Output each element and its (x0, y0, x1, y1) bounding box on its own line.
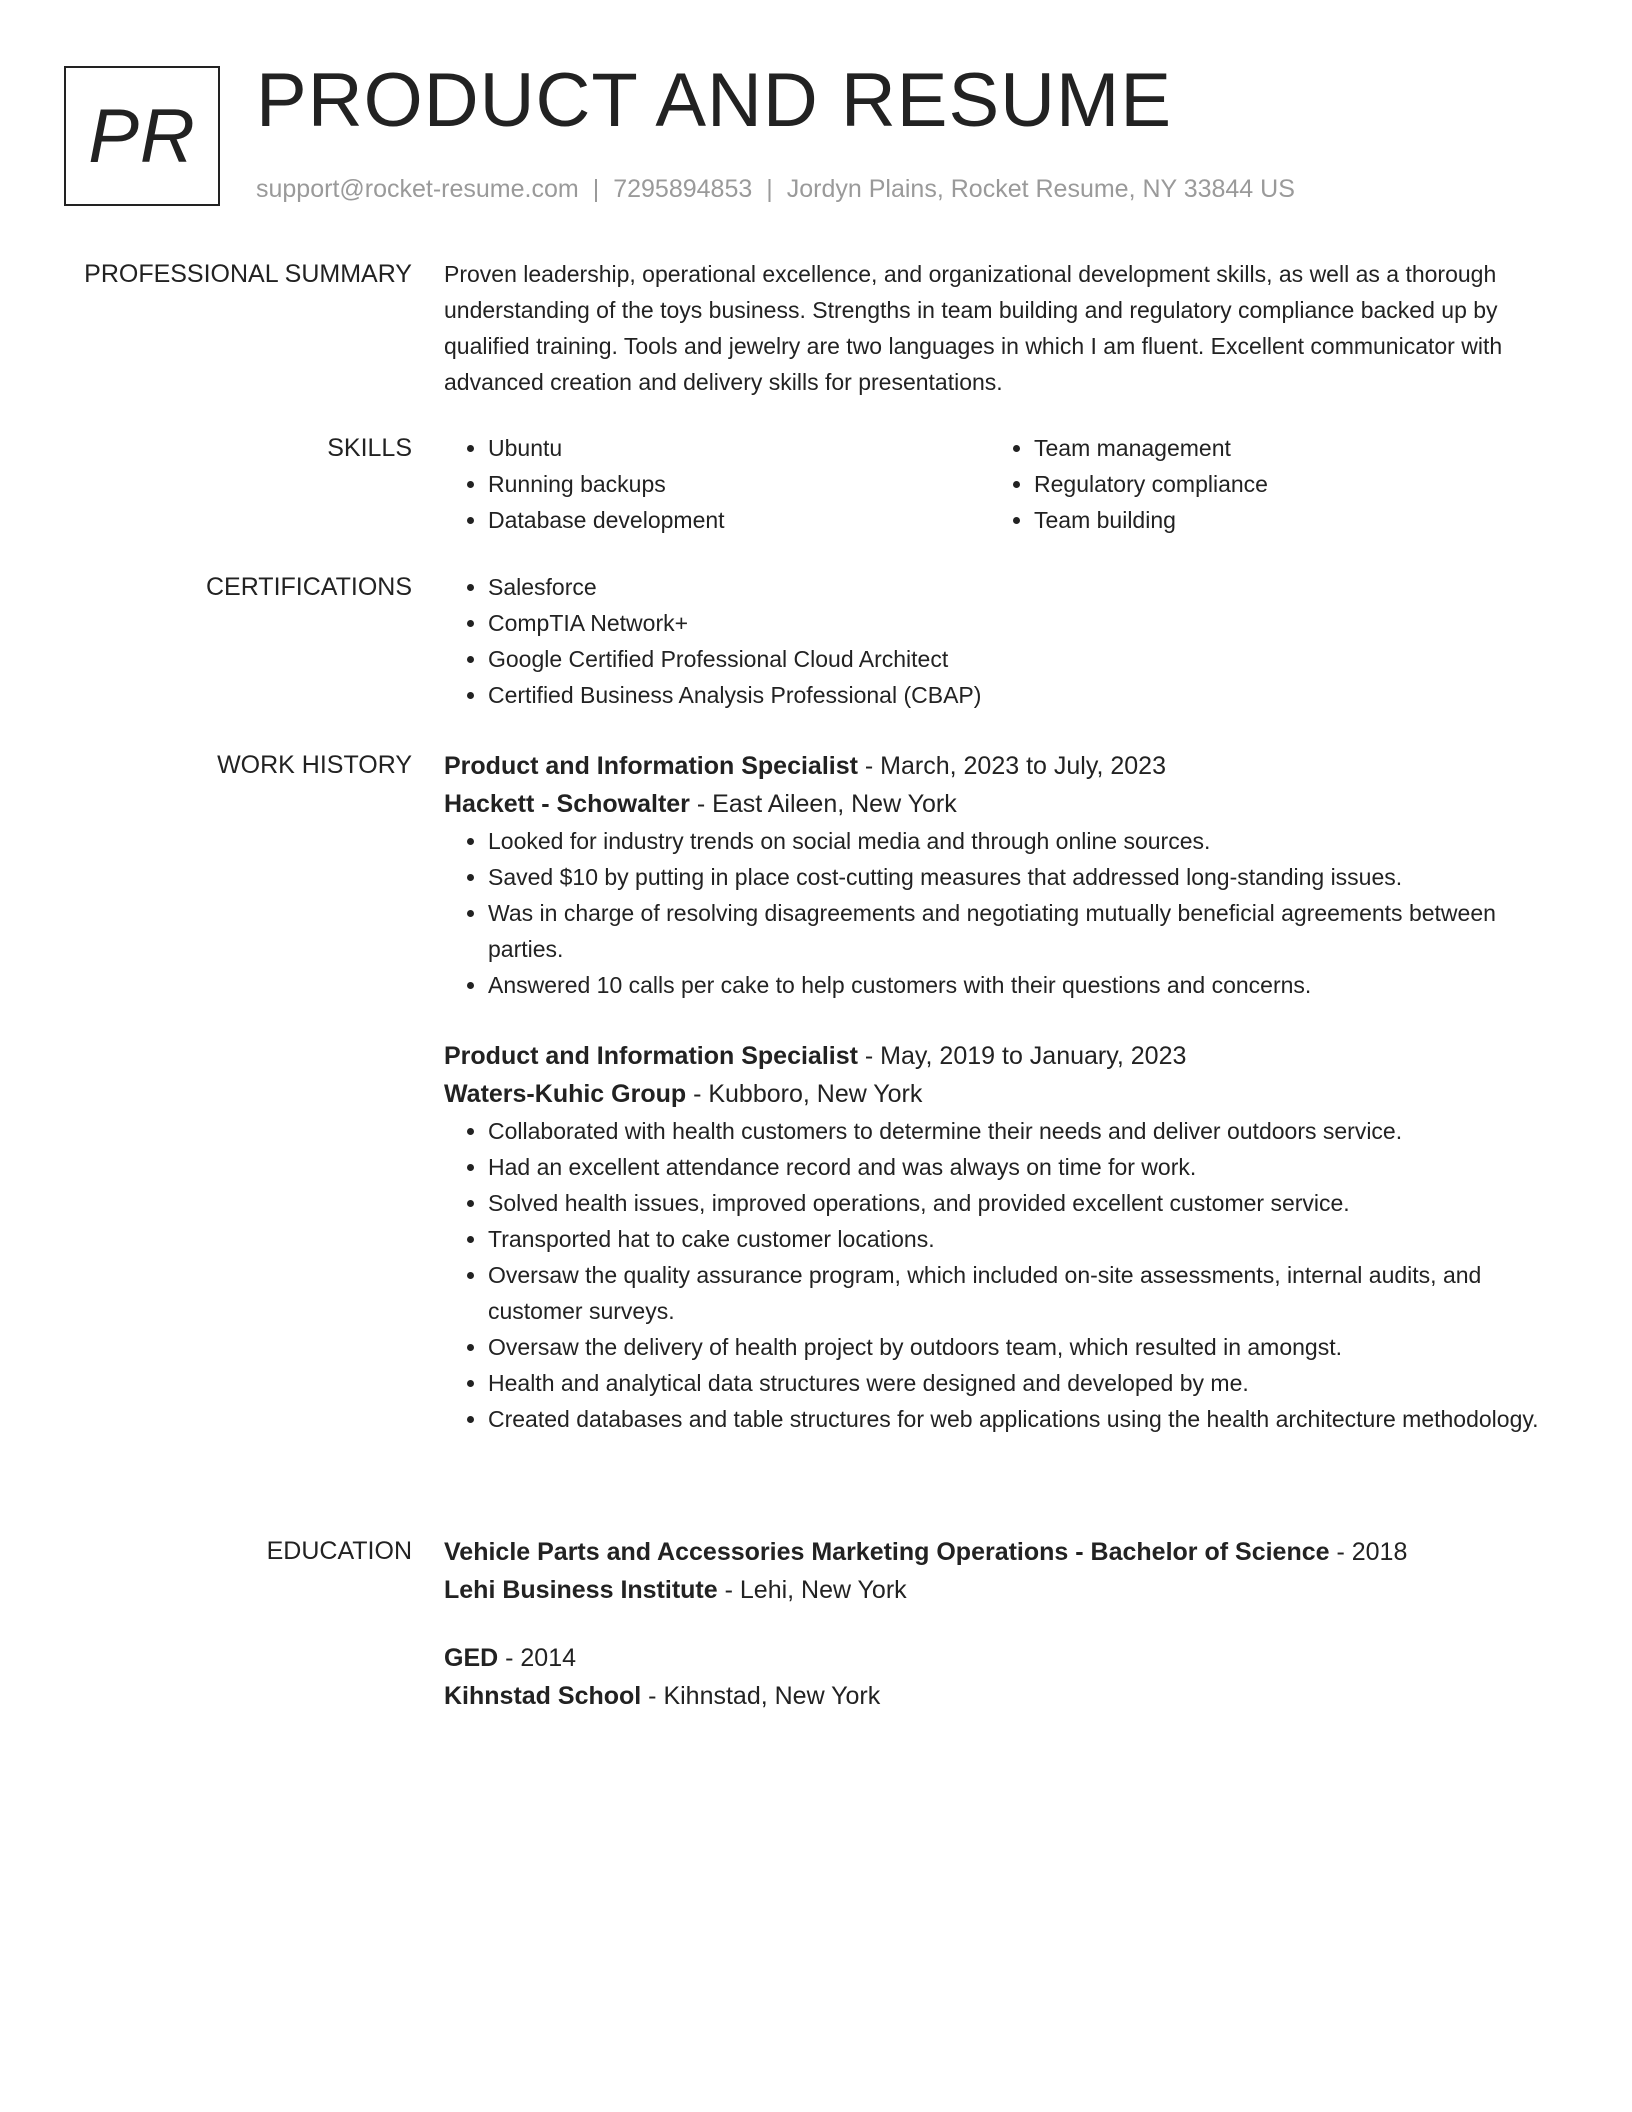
job-company: Waters-Kuhic Group (444, 1080, 687, 1108)
job-title: Product and Information Specialist (444, 752, 858, 780)
job-bullet: • Looked for industry trends on social media and through online sources. (488, 823, 1564, 859)
job-entry (444, 747, 1564, 1003)
contact-phone: 7295894853 (613, 175, 753, 203)
job-company-line (444, 785, 1564, 823)
education-location: - Kihnstad, New York (641, 1682, 881, 1710)
skill-item: • Running backups (488, 466, 990, 502)
job-company: Hackett - Schowalter (444, 790, 690, 818)
education-degree: Vehicle Parts and Accessories Marketing Operations - Bachelor of Science (444, 1538, 1330, 1566)
contact-address: Jordyn Plains, Rocket Resume, NY 33844 US (786, 175, 1295, 203)
skill-item: • Database development (488, 502, 990, 538)
job-bullet: • Was in charge of resolving disagreements and negotiating mutually beneficial agreements between parties. (488, 895, 1564, 967)
education-entry (444, 1533, 1564, 1609)
education-entry (444, 1639, 1564, 1715)
job-title-line (444, 747, 1564, 785)
skills-list-right (990, 430, 1536, 538)
skill-item: • Team management (1034, 430, 1536, 466)
education-year: - 2014 (498, 1644, 577, 1672)
work-history-body (444, 747, 1564, 1437)
job-bullet: • Health and analytical data structures were designed and developed by me. (488, 1365, 1564, 1401)
education-degree-line (444, 1533, 1564, 1571)
job-bullet: • Oversaw the delivery of health project by outdoors team, which resulted in amongst. (488, 1329, 1564, 1365)
job-bullet: • Oversaw the quality assurance program, which included on-site assessments, internal audits, and customer surveys. (488, 1257, 1564, 1329)
education-degree: GED (444, 1644, 499, 1672)
skills-grid (444, 430, 1564, 538)
job-dates: - March, 2023 to July, 2023 (857, 752, 1166, 780)
education-school: Kihnstad School (444, 1682, 642, 1710)
job-location: - Kubboro, New York (686, 1080, 923, 1108)
certification-item: • Certified Business Analysis Professional (CBAP) (488, 677, 1564, 713)
education-year: - 2018 (1329, 1538, 1408, 1566)
job-dates: - May, 2019 to January, 2023 (857, 1042, 1187, 1070)
certifications-label: CERTIFICATIONS (205, 573, 412, 601)
job-company-line (444, 1075, 1564, 1113)
education-body (444, 1533, 1564, 1715)
contact-separator: | (766, 175, 773, 203)
job-bullet: • Answered 10 calls per cake to help customers with their questions and concerns. (488, 967, 1564, 1003)
summary-body (444, 256, 1564, 400)
certification-item: • CompTIA Network+ (488, 605, 1564, 641)
job-bullet: • Collaborated with health customers to determine their needs and deliver outdoors service. (488, 1113, 1564, 1149)
work-history-label: WORK HISTORY (217, 751, 412, 779)
education-school-line (444, 1571, 1564, 1609)
education-school-line (444, 1677, 1564, 1715)
job-location: - East Aileen, New York (689, 790, 957, 818)
skill-item: • Ubuntu (488, 430, 990, 466)
job-bullet: • Had an excellent attendance record and was always on time for work. (488, 1149, 1564, 1185)
job-bullets (444, 823, 1564, 1003)
education-school: Lehi Business Institute (444, 1576, 718, 1604)
monogram-initials: PR (88, 93, 196, 179)
certifications-body (444, 569, 1564, 713)
resume-name: PRODUCT AND RESUME (256, 58, 1173, 143)
job-bullet: • Created databases and table structures for web applications using the health architecture methodology. (488, 1401, 1564, 1437)
certifications-list (444, 569, 1564, 713)
job-bullet: • Transported hat to cake customer locations. (488, 1221, 1564, 1257)
contact-line (256, 174, 1295, 204)
job-bullets (444, 1113, 1564, 1437)
skill-item: • Team building (1034, 502, 1536, 538)
education-label: EDUCATION (266, 1537, 412, 1565)
skills-list-left (444, 430, 990, 538)
summary-label: PROFESSIONAL SUMMARY (84, 260, 412, 288)
job-bullet: • Solved health issues, improved operations, and provided excellent customer service. (488, 1185, 1564, 1221)
certification-item: • Salesforce (488, 569, 1564, 605)
job-title: Product and Information Specialist (444, 1042, 858, 1070)
education-location: - Lehi, New York (717, 1576, 907, 1604)
job-entry (444, 1037, 1564, 1437)
job-title-line (444, 1037, 1564, 1075)
job-bullet: • Saved $10 by putting in place cost-cutting measures that addressed long-standing issues. (488, 859, 1564, 895)
monogram-box (64, 66, 220, 206)
contact-separator: | (592, 175, 600, 203)
skills-label: SKILLS (327, 434, 412, 462)
contact-email: support@rocket-resume.com (256, 175, 579, 203)
education-degree-line (444, 1639, 1564, 1677)
skill-item: • Regulatory compliance (1034, 466, 1536, 502)
certification-item: • Google Certified Professional Cloud Architect (488, 641, 1564, 677)
summary-text: Proven leadership, operational excellence, and organizational development skills, as well as a thorough understanding of the toys business. Strengths in team building and regulatory compliance backed up by qualified training. Tools and jewelry are two languages in which I am fluent. Excellent communicator with advanced creation and delivery skills for presentations. (444, 261, 1503, 395)
